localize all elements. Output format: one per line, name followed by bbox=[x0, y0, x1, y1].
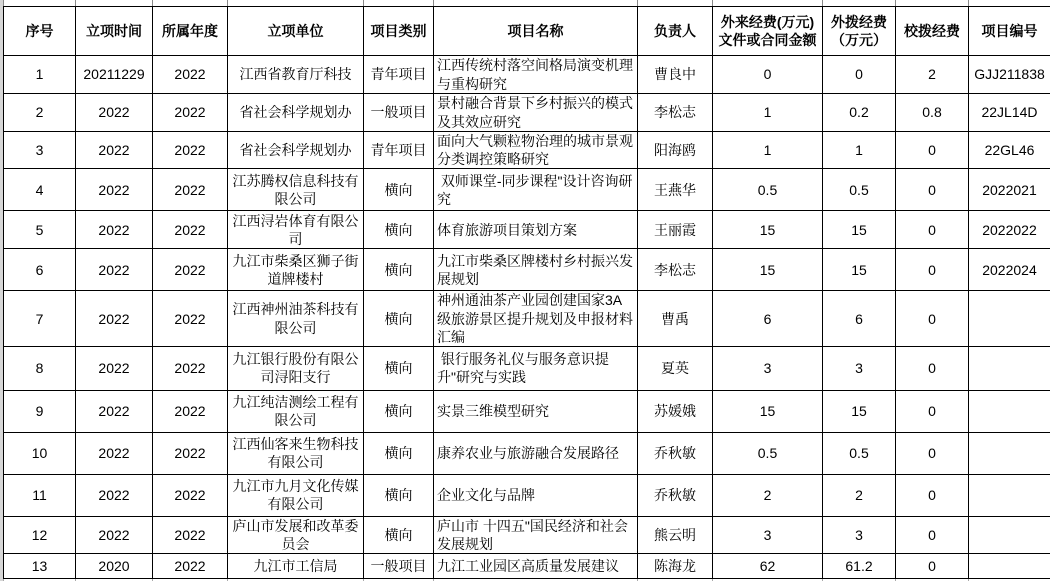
cell-leader: 曹良中 bbox=[638, 56, 713, 94]
cell-unit: 江西浔岩体育有限公司 bbox=[228, 211, 364, 249]
table-row bbox=[4, 211, 1050, 249]
table-row bbox=[4, 94, 1050, 132]
cell-external-funds: 0.5 bbox=[713, 432, 823, 474]
cell-external-funds: 3 bbox=[713, 346, 823, 390]
cell-external-funds: 15 bbox=[713, 211, 823, 249]
cell-allocated-funds: 3 bbox=[823, 516, 896, 553]
cell-leader: 阳海鸥 bbox=[638, 132, 713, 169]
cell-allocated-funds: 15 bbox=[823, 249, 896, 291]
table-row bbox=[4, 554, 1050, 579]
cell-year: 2022 bbox=[153, 211, 228, 249]
cell-external-funds: 0.5 bbox=[713, 169, 823, 211]
cell-project-name: 江西传统村落空间格局演变机理与重构研究 bbox=[434, 56, 638, 94]
column-header-approval-time: 立项时间 bbox=[76, 7, 153, 56]
cell-approval-time: 2022 bbox=[76, 132, 153, 169]
cell-year: 2022 bbox=[153, 56, 228, 94]
cell-year: 2022 bbox=[153, 516, 228, 553]
column-header-school-funds: 校拨经费 bbox=[896, 7, 969, 56]
cell-unit: 九江市工信局 bbox=[228, 554, 364, 579]
cell-external-funds: 2 bbox=[713, 474, 823, 516]
cell-category: 横向 bbox=[364, 211, 434, 249]
cell-allocated-funds: 0.5 bbox=[823, 169, 896, 211]
cell-leader: 乔秋敏 bbox=[638, 432, 713, 474]
cell-project-name: 银行服务礼仪与服务意识提升"研究与实践 bbox=[434, 346, 638, 390]
cell-allocated-funds: 15 bbox=[823, 390, 896, 432]
cell-project-code bbox=[969, 346, 1050, 390]
cell-unit: 省社会科学规划办 bbox=[228, 132, 364, 169]
cell-external-funds: 3 bbox=[713, 516, 823, 553]
cell-allocated-funds: 0 bbox=[823, 56, 896, 94]
column-header-unit: 立项单位 bbox=[228, 7, 364, 56]
cell-unit: 九江银行股份有限公司浔阳支行 bbox=[228, 346, 364, 390]
cell-year: 2022 bbox=[153, 169, 228, 211]
cell-leader: 王燕华 bbox=[638, 169, 713, 211]
cell-leader: 陈海龙 bbox=[638, 554, 713, 579]
cell-serial: 1 bbox=[4, 56, 76, 94]
cell-category: 横向 bbox=[364, 169, 434, 211]
cell-external-funds: 15 bbox=[713, 390, 823, 432]
cell-approval-time: 2022 bbox=[76, 211, 153, 249]
cell-unit: 九江纯洁测绘工程有限公司 bbox=[228, 390, 364, 432]
cell-unit: 九江市九月文化传媒有限公司 bbox=[228, 474, 364, 516]
cell-approval-time: 2022 bbox=[76, 291, 153, 347]
cell-project-name: 庐山市 十四五"国民经济和社会发展规划 bbox=[434, 516, 638, 553]
cell-serial: 10 bbox=[4, 432, 76, 474]
cell-project-code bbox=[969, 474, 1050, 516]
cell-category: 一般项目 bbox=[364, 554, 434, 579]
cell-project-name: 神州通油茶产业园创建国家3A级旅游景区提升规划及申报材料汇编 bbox=[434, 291, 638, 347]
cell-serial: 6 bbox=[4, 249, 76, 291]
cell-unit: 庐山市发展和改革委员会 bbox=[228, 516, 364, 553]
cell-approval-time: 2022 bbox=[76, 432, 153, 474]
cell-year: 2022 bbox=[153, 432, 228, 474]
cell-project-name: 九江市柴桑区牌楼村乡村振兴发展规划 bbox=[434, 249, 638, 291]
cell-leader: 王丽霞 bbox=[638, 211, 713, 249]
column-header-serial: 序号 bbox=[4, 7, 76, 56]
cell-school-funds: 0 bbox=[896, 291, 969, 347]
table-row bbox=[4, 346, 1050, 390]
cell-category: 横向 bbox=[364, 249, 434, 291]
cell-external-funds: 1 bbox=[713, 132, 823, 169]
table-row bbox=[4, 249, 1050, 291]
cell-approval-time: 2020 bbox=[76, 554, 153, 579]
header-row bbox=[4, 7, 1050, 56]
cell-approval-time: 2022 bbox=[76, 474, 153, 516]
cell-external-funds: 0 bbox=[713, 56, 823, 94]
column-header-project-code: 项目编号 bbox=[969, 7, 1050, 56]
cell-school-funds: 0 bbox=[896, 554, 969, 579]
table-row bbox=[4, 432, 1050, 474]
cell-project-code: GJJ211838 bbox=[969, 56, 1050, 94]
cell-year: 2022 bbox=[153, 291, 228, 347]
column-header-allocated-funds: 外拨经费（万元） bbox=[823, 7, 896, 56]
cell-allocated-funds: 2 bbox=[823, 474, 896, 516]
cell-project-code: 22GL46 bbox=[969, 132, 1050, 169]
cell-year: 2022 bbox=[153, 94, 228, 132]
cell-external-funds: 62 bbox=[713, 554, 823, 579]
table-row bbox=[4, 291, 1050, 347]
cell-allocated-funds: 15 bbox=[823, 211, 896, 249]
cell-allocated-funds: 0.5 bbox=[823, 432, 896, 474]
cell-unit: 江苏腾权信息科技有限公司 bbox=[228, 169, 364, 211]
cell-unit: 江西神州油茶科技有限公司 bbox=[228, 291, 364, 347]
cell-leader: 李松志 bbox=[638, 249, 713, 291]
cell-external-funds: 15 bbox=[713, 249, 823, 291]
cell-project-name: 企业文化与品牌 bbox=[434, 474, 638, 516]
cell-external-funds: 6 bbox=[713, 291, 823, 347]
cell-school-funds: 0 bbox=[896, 474, 969, 516]
cell-project-code: 2022021 bbox=[969, 169, 1050, 211]
cell-school-funds: 0 bbox=[896, 132, 969, 169]
table-row bbox=[4, 132, 1050, 169]
column-header-leader: 负责人 bbox=[638, 7, 713, 56]
cell-project-name: 面向大气颗粒物治理的城市景观分类调控策略研究 bbox=[434, 132, 638, 169]
cell-project-code: 2022022 bbox=[969, 211, 1050, 249]
cell-project-code bbox=[969, 390, 1050, 432]
cell-year: 2022 bbox=[153, 132, 228, 169]
cell-leader: 熊云明 bbox=[638, 516, 713, 553]
table-row bbox=[4, 390, 1050, 432]
cell-school-funds: 0 bbox=[896, 249, 969, 291]
column-header-project-name: 项目名称 bbox=[434, 7, 638, 56]
cell-allocated-funds: 61.2 bbox=[823, 554, 896, 579]
cell-school-funds: 0.8 bbox=[896, 94, 969, 132]
cell-category: 横向 bbox=[364, 346, 434, 390]
cell-allocated-funds: 3 bbox=[823, 346, 896, 390]
cell-project-code bbox=[969, 432, 1050, 474]
cell-serial: 11 bbox=[4, 474, 76, 516]
cell-serial: 13 bbox=[4, 554, 76, 579]
cell-approval-time: 2022 bbox=[76, 346, 153, 390]
table-row bbox=[4, 169, 1050, 211]
cell-approval-time: 2022 bbox=[76, 169, 153, 211]
cell-approval-time: 2022 bbox=[76, 94, 153, 132]
cell-serial: 5 bbox=[4, 211, 76, 249]
cell-category: 横向 bbox=[364, 516, 434, 553]
cell-project-name: 景村融合背景下乡村振兴的模式及其效应研究 bbox=[434, 94, 638, 132]
cell-serial: 9 bbox=[4, 390, 76, 432]
cell-approval-time: 2022 bbox=[76, 249, 153, 291]
cell-serial: 3 bbox=[4, 132, 76, 169]
cell-leader: 乔秋敏 bbox=[638, 474, 713, 516]
cell-serial: 4 bbox=[4, 169, 76, 211]
column-header-year: 所属年度 bbox=[153, 7, 228, 56]
table-row bbox=[4, 474, 1050, 516]
cell-serial: 7 bbox=[4, 291, 76, 347]
cell-allocated-funds: 6 bbox=[823, 291, 896, 347]
cell-category: 横向 bbox=[364, 390, 434, 432]
cell-serial: 2 bbox=[4, 94, 76, 132]
cell-unit: 江西仙客来生物科技有限公司 bbox=[228, 432, 364, 474]
cell-leader: 李松志 bbox=[638, 94, 713, 132]
cell-year: 2022 bbox=[153, 346, 228, 390]
cell-year: 2022 bbox=[153, 554, 228, 579]
cell-project-code bbox=[969, 554, 1050, 579]
cell-school-funds: 0 bbox=[896, 516, 969, 553]
table-row bbox=[4, 56, 1050, 94]
cell-project-name: 双师课堂-同步课程"设计咨询研究 bbox=[434, 169, 638, 211]
cell-approval-time: 20211229 bbox=[76, 56, 153, 94]
cell-unit: 江西省教育厅科技 bbox=[228, 56, 364, 94]
cell-project-code: 22JL14D bbox=[969, 94, 1050, 132]
cell-school-funds: 0 bbox=[896, 390, 969, 432]
cell-approval-time: 2022 bbox=[76, 390, 153, 432]
cell-category: 青年项目 bbox=[364, 132, 434, 169]
cell-allocated-funds: 0.2 bbox=[823, 94, 896, 132]
cell-project-name: 九江工业园区高质量发展建议 bbox=[434, 554, 638, 579]
table-row bbox=[4, 516, 1050, 553]
cell-school-funds: 0 bbox=[896, 346, 969, 390]
cell-leader: 曹禹 bbox=[638, 291, 713, 347]
cell-category: 横向 bbox=[364, 291, 434, 347]
cell-leader: 苏媛娥 bbox=[638, 390, 713, 432]
cell-project-code: 2022024 bbox=[969, 249, 1050, 291]
cell-school-funds: 0 bbox=[896, 432, 969, 474]
cell-school-funds: 0 bbox=[896, 211, 969, 249]
cell-leader: 夏英 bbox=[638, 346, 713, 390]
cell-category: 青年项目 bbox=[364, 56, 434, 94]
column-header-external-funds: 外来经费(万元)文件或合同金额 bbox=[713, 7, 823, 56]
cell-school-funds: 0 bbox=[896, 169, 969, 211]
cell-approval-time: 2022 bbox=[76, 516, 153, 553]
cell-category: 横向 bbox=[364, 432, 434, 474]
cell-project-name: 康养农业与旅游融合发展路径 bbox=[434, 432, 638, 474]
cell-project-code bbox=[969, 291, 1050, 347]
cell-unit: 省社会科学规划办 bbox=[228, 94, 364, 132]
cell-year: 2022 bbox=[153, 390, 228, 432]
cell-year: 2022 bbox=[153, 249, 228, 291]
cell-category: 一般项目 bbox=[364, 94, 434, 132]
cell-external-funds: 1 bbox=[713, 94, 823, 132]
cell-category: 横向 bbox=[364, 474, 434, 516]
cell-serial: 12 bbox=[4, 516, 76, 553]
cell-serial: 8 bbox=[4, 346, 76, 390]
cell-unit: 九江市柴桑区狮子街道牌楼村 bbox=[228, 249, 364, 291]
cell-project-code bbox=[969, 516, 1050, 553]
cell-project-name: 实景三维模型研究 bbox=[434, 390, 638, 432]
cell-school-funds: 2 bbox=[896, 56, 969, 94]
cell-allocated-funds: 1 bbox=[823, 132, 896, 169]
cell-year: 2022 bbox=[153, 474, 228, 516]
projects-table bbox=[3, 0, 1050, 581]
column-header-category: 项目类别 bbox=[364, 7, 434, 56]
cell-project-name: 体育旅游项目策划方案 bbox=[434, 211, 638, 249]
